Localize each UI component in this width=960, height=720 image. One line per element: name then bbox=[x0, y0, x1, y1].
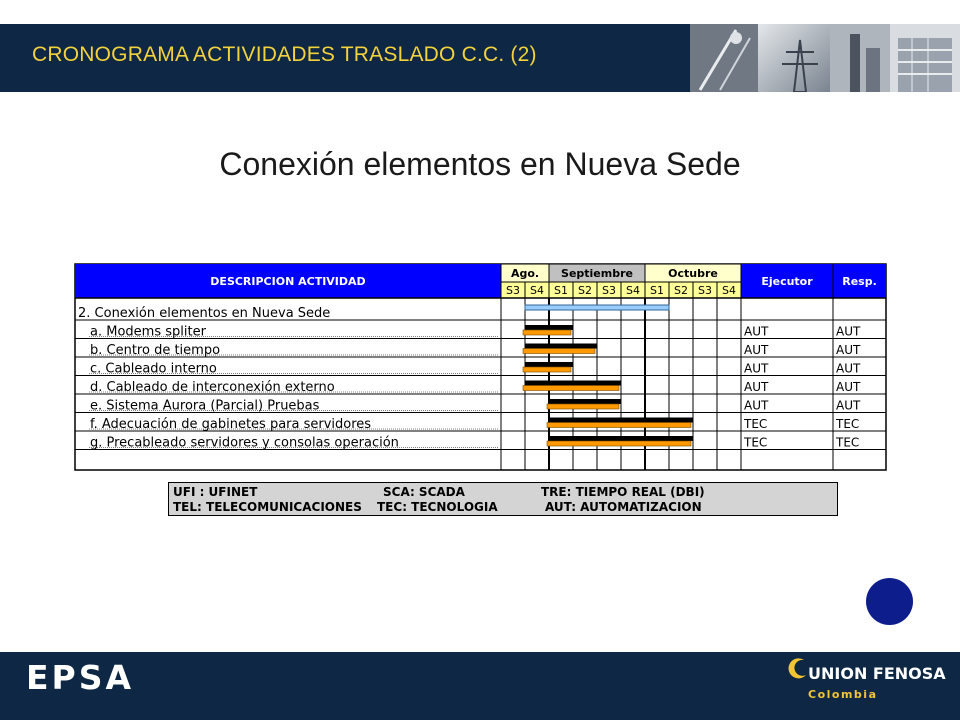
task-bar-shadow bbox=[525, 362, 573, 367]
task-ejecutor: TEC bbox=[744, 417, 768, 431]
task-bar-shadow bbox=[525, 344, 597, 349]
union-fenosa-country: Colombia bbox=[808, 688, 878, 701]
legend-item: SCA: SCADA bbox=[383, 485, 465, 499]
task-label: a. Modems spliter bbox=[90, 324, 206, 340]
slide-title: Conexión elementos en Nueva Sede bbox=[219, 146, 741, 182]
section-label: 2. Conexión elementos en Nueva Sede bbox=[78, 306, 331, 321]
week-label: S1 bbox=[554, 284, 568, 297]
task-bar bbox=[523, 349, 595, 354]
task-ejecutor: AUT bbox=[744, 380, 769, 394]
task-resp: AUT bbox=[836, 361, 861, 376]
task-resp: AUT bbox=[836, 343, 861, 357]
week-label: S4 bbox=[626, 284, 640, 297]
header-title: CRONOGRAMA ACTIVIDADES TRASLADO C.C. (2) bbox=[32, 43, 537, 66]
task-bar-shadow bbox=[549, 418, 693, 423]
legend-item: TRE: TIEMPO REAL (DBI) bbox=[541, 485, 705, 499]
task-label: g. Precableado servidores y consolas operación bbox=[90, 435, 399, 451]
task-bar-shadow bbox=[525, 325, 573, 330]
legend-item: TEL: TELECOMUNICACIONES bbox=[173, 500, 362, 514]
task-ejecutor: AUT bbox=[744, 343, 769, 357]
task-bar bbox=[547, 441, 691, 446]
abbreviation-legend bbox=[168, 482, 838, 516]
task-bar-shadow bbox=[549, 436, 693, 441]
task-bar-shadow bbox=[549, 399, 621, 404]
week-label: S3 bbox=[698, 284, 712, 297]
task-ejecutor: TEC bbox=[744, 435, 768, 450]
task-resp: AUT bbox=[836, 380, 861, 394]
week-label: S4 bbox=[530, 284, 544, 297]
week-label: S3 bbox=[506, 284, 520, 297]
month-label: Octubre bbox=[668, 267, 718, 280]
union-fenosa-logo-text: UNION FENOSA bbox=[808, 664, 946, 683]
task-bar-shadow bbox=[525, 381, 621, 386]
task-label: e. Sistema Aurora (Parcial) Pruebas bbox=[90, 398, 320, 414]
column-header-ejecutor: Ejecutor bbox=[761, 275, 813, 288]
month-label: Septiembre bbox=[561, 267, 633, 280]
task-ejecutor: AUT bbox=[744, 361, 769, 376]
week-label: S2 bbox=[578, 284, 592, 297]
task-resp: TEC bbox=[836, 435, 860, 450]
task-bar bbox=[523, 330, 571, 335]
legend-item: AUT: AUTOMATIZACION bbox=[545, 500, 702, 514]
month-label: Ago. bbox=[510, 267, 540, 280]
week-label: S3 bbox=[602, 284, 616, 297]
week-label: S2 bbox=[674, 284, 688, 297]
task-label: f. Adecuación de gabinetes para servidores bbox=[90, 417, 372, 432]
column-header-description: DESCRIPCION ACTIVIDAD bbox=[210, 275, 366, 288]
union-fenosa-logo-icon bbox=[784, 656, 810, 682]
task-bar bbox=[523, 386, 619, 391]
task-resp: AUT bbox=[836, 398, 861, 413]
task-label: c. Cableado interno bbox=[90, 361, 217, 377]
task-label: b. Centro de tiempo bbox=[90, 343, 221, 358]
footer-bar bbox=[0, 652, 960, 720]
task-bar bbox=[547, 423, 691, 428]
navigation-dot[interactable] bbox=[866, 578, 913, 625]
task-resp: AUT bbox=[836, 324, 861, 339]
task-label: d. Cableado de interconexión externo bbox=[90, 380, 335, 395]
column-header-resp: Resp. bbox=[842, 275, 877, 288]
section-summary-bar bbox=[525, 305, 669, 310]
week-label: S4 bbox=[722, 284, 736, 297]
task-bar bbox=[523, 367, 571, 372]
task-ejecutor: AUT bbox=[744, 398, 769, 413]
task-resp: TEC bbox=[836, 417, 860, 431]
legend-item: UFI : UFINET bbox=[173, 485, 258, 499]
task-ejecutor: AUT bbox=[744, 324, 769, 339]
week-label: S1 bbox=[650, 284, 664, 297]
epsa-logo: EPSA bbox=[26, 658, 135, 697]
legend-item: TEC: TECNOLOGIA bbox=[377, 500, 498, 514]
task-bar bbox=[547, 404, 619, 409]
